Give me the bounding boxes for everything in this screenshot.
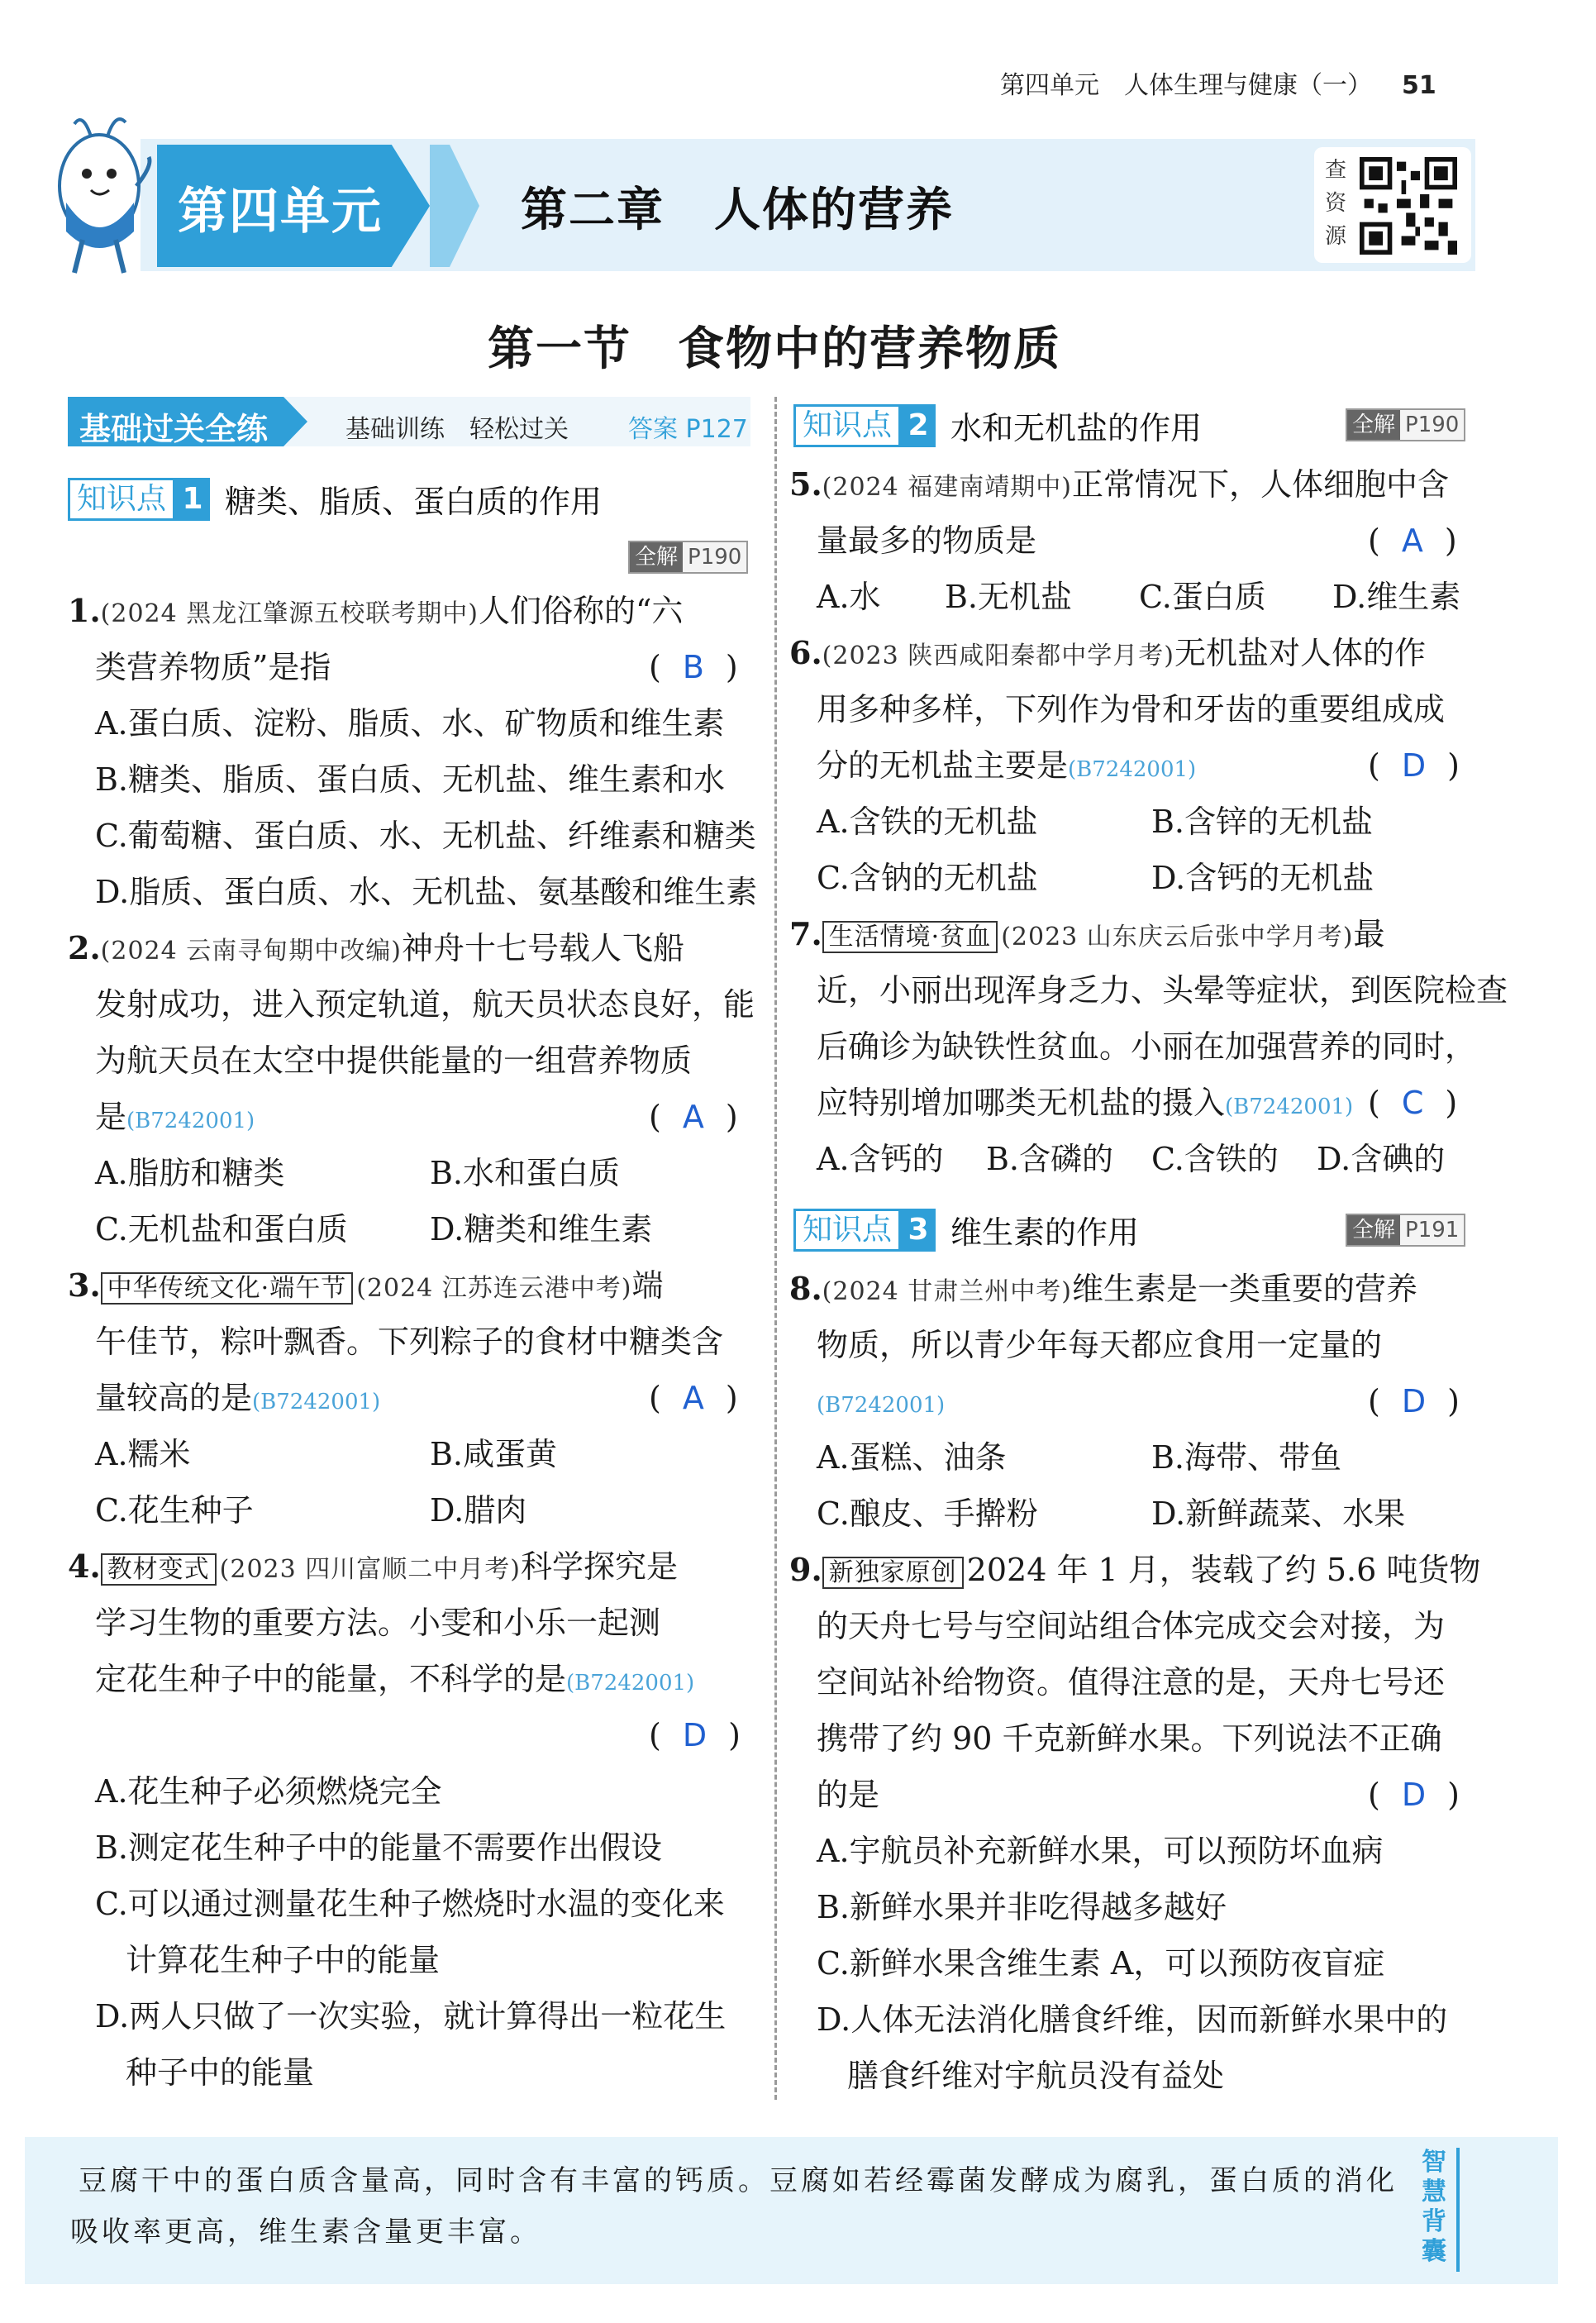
q4-option-a: A.花生种子必须燃烧完全: [95, 1773, 442, 1810]
answer-value: A: [682, 1380, 704, 1416]
q7-stem: [789, 915, 1385, 956]
question-number: 5.: [789, 465, 822, 503]
kp2-solution-ref: [1346, 408, 1465, 441]
q7-option-b: B.含磷的: [986, 1141, 1114, 1177]
q2-stem-4: [95, 1098, 255, 1140]
q7-option-a: A.含钙的: [817, 1141, 944, 1177]
resource-code: (B7242001): [126, 1109, 255, 1133]
q7-stem-2: 近，小丽出现浑身乏力、头晕等症状，到医院检查: [817, 972, 1508, 1009]
q4-stem: [68, 1548, 678, 1589]
practice-subtitle: 基础训练 轻松过关: [345, 415, 569, 444]
question-number: 3.: [68, 1266, 101, 1304]
question-source: (2023 四川富顺二中月考): [219, 1555, 521, 1584]
kp-title: 维生素的作用: [950, 1214, 1140, 1251]
q2-option-a: A.脂肪和糖类: [95, 1155, 285, 1191]
q6-option-a: A.含铁的无机盐: [817, 804, 1038, 840]
q8-stem-2: 物质，所以青少年每天都应食用一定量的: [817, 1327, 1383, 1363]
q5-option-c: C.蛋白质: [1139, 579, 1266, 615]
answer-value: A: [1401, 522, 1423, 559]
q3-stem: [68, 1266, 664, 1308]
question-number: 9.: [789, 1551, 822, 1588]
question-source: (2024 云南寻甸期中改编): [100, 937, 402, 966]
answer-value: D: [1401, 1383, 1427, 1419]
resource-code: (B7242001): [1225, 1095, 1354, 1119]
knowledge-point-1-header: [68, 476, 602, 522]
q3-stem-2: 午佳节，粽叶飘香。下列粽子的食材中糖类含: [95, 1324, 724, 1360]
kp-title: 糖类、脂质、蛋白质的作用: [225, 484, 603, 520]
question-text: 端: [631, 1267, 664, 1304]
ref-page: P191: [1400, 1215, 1464, 1245]
q1-answer: ( B ): [649, 649, 738, 685]
q9-stem: [789, 1551, 1480, 1592]
q8-stem: [789, 1270, 1417, 1311]
unit-label: 第四单元: [178, 183, 383, 241]
question-number: 1.: [68, 592, 101, 629]
question-text: 量较高的是: [95, 1380, 253, 1416]
question-number: 7.: [789, 915, 822, 952]
question-source: (2024 江苏连云港中考): [356, 1274, 632, 1303]
q2-option-b: B.水和蛋白质: [430, 1155, 621, 1191]
q8-option-a: A.蛋糕、油条: [817, 1439, 1007, 1476]
q1-option-b: B.糖类、脂质、蛋白质、无机盐、维生素和水: [95, 761, 726, 798]
answer-value: D: [1401, 747, 1427, 784]
q5-option-a: A.水: [817, 579, 881, 615]
q9-option-d-cont: 膳食纤维对宇航员没有益处: [847, 2058, 1225, 2094]
kp-number: 1: [175, 478, 210, 521]
resource-code: (B7242001): [817, 1393, 946, 1418]
knowledge-point-2-header: [793, 403, 1202, 448]
answer-value: D: [682, 1717, 707, 1753]
kp-label: 知识点: [793, 1209, 901, 1252]
q5-option-b: B.无机盐: [945, 579, 1073, 615]
q8-option-d: D.新鲜蔬菜、水果: [1151, 1495, 1406, 1532]
running-head-text: 第四单元 人体生理与健康（一）: [1000, 71, 1372, 100]
q7-stem-4: [817, 1084, 1353, 1126]
kp-title: 水和无机盐的作用: [950, 410, 1203, 446]
question-text: 维生素是一类重要的营养: [1071, 1271, 1417, 1307]
resource-code: (B7242001): [566, 1671, 695, 1696]
q4-stem-2: 学习生物的重要方法。小雯和小乐一起测: [95, 1605, 661, 1641]
tip-side-label: 智慧背囊: [1422, 2148, 1446, 2266]
page-number: 51: [1402, 71, 1436, 100]
practice-title: 基础过关全练: [79, 411, 269, 447]
q9-stem-2: 的天舟七号与空间站组合体完成交会对接，为: [817, 1608, 1446, 1644]
question-text: 人们俗称的“六: [478, 593, 684, 629]
q6-answer: ( D ): [1368, 747, 1460, 784]
q7-stem-3: 后确诊为缺铁性贫血。小丽在加强营养的同时，: [817, 1028, 1477, 1065]
question-text: 最: [1353, 916, 1385, 952]
chapter-title: [521, 174, 954, 240]
q6-option-c: C.含钠的无机盐: [817, 860, 1038, 896]
ref-label: 全解: [630, 542, 683, 572]
mascot-icon: [33, 107, 157, 281]
q1-option-d: D.脂质、蛋白质、水、无机盐、氨基酸和维生素: [95, 874, 758, 910]
q2-stem-2: 发射成功，进入预定轨道，航天员状态良好，能: [95, 986, 755, 1023]
kp-label: 知识点: [68, 478, 175, 521]
tip-text-line-2: 吸收率更高，维生素含量更丰富。: [70, 2216, 541, 2249]
q7-option-d: D.含碘的: [1317, 1141, 1446, 1177]
question-text: 正常情况下，人体细胞中含: [1071, 466, 1449, 503]
resource-code: (B7242001): [1068, 757, 1197, 782]
ref-label: 全解: [1347, 1215, 1400, 1245]
qr-code-icon[interactable]: [1360, 157, 1457, 255]
q5-stem-2: 量最多的物质是: [817, 522, 1037, 559]
q3-option-d: D.腊肉: [430, 1492, 527, 1529]
kp3-solution-ref: [1346, 1214, 1465, 1247]
q9-stem-3: 空间站补给物资。值得注意的是，天舟七号还: [817, 1664, 1446, 1701]
answer-value: B: [682, 649, 704, 685]
q2-stem: [68, 929, 684, 971]
q3-option-b: B.咸蛋黄: [430, 1436, 558, 1472]
kp-number: 2: [901, 404, 936, 447]
qr-label: 查资源: [1325, 158, 1347, 249]
ref-page: P190: [1400, 410, 1464, 440]
question-number: 4.: [68, 1548, 101, 1585]
q1-stem-2: 类营养物质”是指: [95, 649, 331, 685]
question-source: (2023 陕西咸阳秦都中学月考): [822, 642, 1174, 670]
q2-option-c: C.无机盐和蛋白质: [95, 1211, 348, 1247]
resource-code: (B7242001): [252, 1390, 381, 1414]
question-number: 8.: [789, 1270, 822, 1307]
q1-option-a: A.蛋白质、淀粉、脂质、水、矿物质和维生素: [95, 705, 725, 742]
q9-option-d: D.人体无法消化膳食纤维，因而新鲜水果中的: [817, 2001, 1448, 2038]
q9-stem-5: 的是: [817, 1777, 880, 1813]
q3-stem-3: [95, 1379, 380, 1421]
q7-option-c: C.含铁的: [1151, 1141, 1279, 1177]
kp1-solution-ref: [628, 541, 748, 574]
q5-option-d: D.维生素: [1332, 579, 1461, 615]
tip-side-rule: [1456, 2148, 1460, 2272]
q4-option-b: B.测定花生种子中的能量不需要作出假设: [95, 1829, 663, 1866]
knowledge-point-3-header: [793, 1207, 1139, 1252]
question-tag: 中华传统文化·端午节: [101, 1272, 354, 1305]
q6-option-b: B.含锌的无机盐: [1151, 804, 1374, 840]
q2-stem-3: 为航天员在太空中提供能量的一组营养物质: [95, 1042, 693, 1079]
chapter-name: 人体的营养: [714, 184, 954, 237]
q4-stem-3: [95, 1660, 694, 1702]
q5-answer: ( A ): [1368, 522, 1457, 559]
q3-option-c: C.花生种子: [95, 1492, 254, 1529]
question-text: 是: [95, 1099, 127, 1135]
question-text: 2024 年 1 月，装载了约 5.6 吨货物: [966, 1552, 1481, 1588]
q3-option-a: A.糯米: [95, 1436, 191, 1472]
q9-option-c: C.新鲜水果含维生素 A，可以预防夜盲症: [817, 1945, 1385, 1982]
answer-value: A: [682, 1099, 704, 1135]
question-text: 科学探究是: [520, 1548, 678, 1585]
question-text: 应特别增加哪类无机盐的摄入: [817, 1085, 1226, 1121]
kp-label: 知识点: [793, 404, 901, 447]
answer-value: C: [1401, 1085, 1424, 1121]
q8-option-b: B.海带、带鱼: [1151, 1439, 1342, 1476]
question-tag: 新独家原创: [822, 1557, 964, 1589]
q4-option-c-cont: 计算花生种子中的能量: [126, 1942, 441, 1978]
answer-page-ref: 答案 P127: [628, 415, 748, 444]
question-text: 定花生种子中的能量，不科学的是: [95, 1661, 567, 1697]
q1-stem: [68, 592, 683, 633]
q4-answer: ( D ): [649, 1717, 741, 1753]
question-number: 2.: [68, 929, 101, 966]
question-source: (2023 山东庆云后张中学月考): [1001, 923, 1354, 952]
q1-option-c: C.葡萄糖、蛋白质、水、无机盐、纤维素和糖类: [95, 818, 756, 854]
q9-option-a: A.宇航员补充新鲜水果，可以预防坏血病: [817, 1833, 1384, 1869]
q4-option-d: D.两人只做了一次实验，就计算得出一粒花生: [95, 1998, 727, 2034]
section-name: 食物中的营养物质: [678, 322, 1061, 376]
q8-stem-3: [817, 1382, 945, 1424]
q9-stem-4: 携带了约 90 千克新鲜水果。下列说法不正确: [817, 1720, 1442, 1757]
q6-option-d: D.含钙的无机盐: [1151, 860, 1374, 896]
q9-answer: ( D ): [1368, 1777, 1460, 1813]
question-text: 无机盐对人体的作: [1174, 635, 1426, 671]
tip-text-line-1: 豆腐干中的蛋白质含量高，同时含有丰富的钙质。豆腐如若经霉菌发酵成为腐乳，蛋白质的消化: [79, 2164, 1398, 2197]
q6-stem: [789, 634, 1426, 675]
q7-answer: ( C ): [1368, 1085, 1458, 1121]
question-source: (2024 甘肃兰州中考): [822, 1277, 1072, 1306]
question-number: 6.: [789, 634, 822, 671]
running-head: [1000, 64, 1436, 101]
column-divider: [774, 397, 777, 2100]
section-number: 第一节: [488, 322, 631, 376]
question-tag: 生活情境·贫血: [822, 921, 998, 953]
kp-number: 3: [901, 1209, 936, 1252]
q2-answer: ( A ): [649, 1099, 738, 1135]
q6-stem-3: [817, 747, 1196, 789]
ref-label: 全解: [1347, 410, 1400, 440]
q8-option-c: C.酿皮、手擀粉: [817, 1495, 1038, 1532]
q2-option-d: D.糖类和维生素: [430, 1211, 653, 1247]
q4-option-c: C.可以通过测量花生种子燃烧时水温的变化来: [95, 1886, 725, 1922]
ref-page: P190: [683, 542, 746, 572]
q4-option-d-cont: 种子中的能量: [126, 2054, 315, 2091]
q8-answer: ( D ): [1368, 1383, 1460, 1419]
question-source: (2024 福建南靖期中): [822, 473, 1072, 502]
chapter-number: 第二章: [521, 184, 665, 237]
question-source: (2024 黑龙江肇源五校联考期中): [100, 599, 479, 628]
q9-option-b: B.新鲜水果并非吃得越多越好: [817, 1889, 1227, 1925]
question-tag: 教材变式: [101, 1553, 217, 1586]
answer-value: D: [1401, 1777, 1427, 1813]
question-text: 神舟十七号载人飞船: [401, 930, 684, 966]
q6-stem-2: 用多种多样，下列作为骨和牙齿的重要组成成: [817, 691, 1446, 727]
q5-stem: [789, 465, 1449, 507]
question-text: 分的无机盐主要是: [817, 747, 1069, 784]
q3-answer: ( A ): [649, 1380, 738, 1416]
section-title: [488, 312, 1061, 379]
